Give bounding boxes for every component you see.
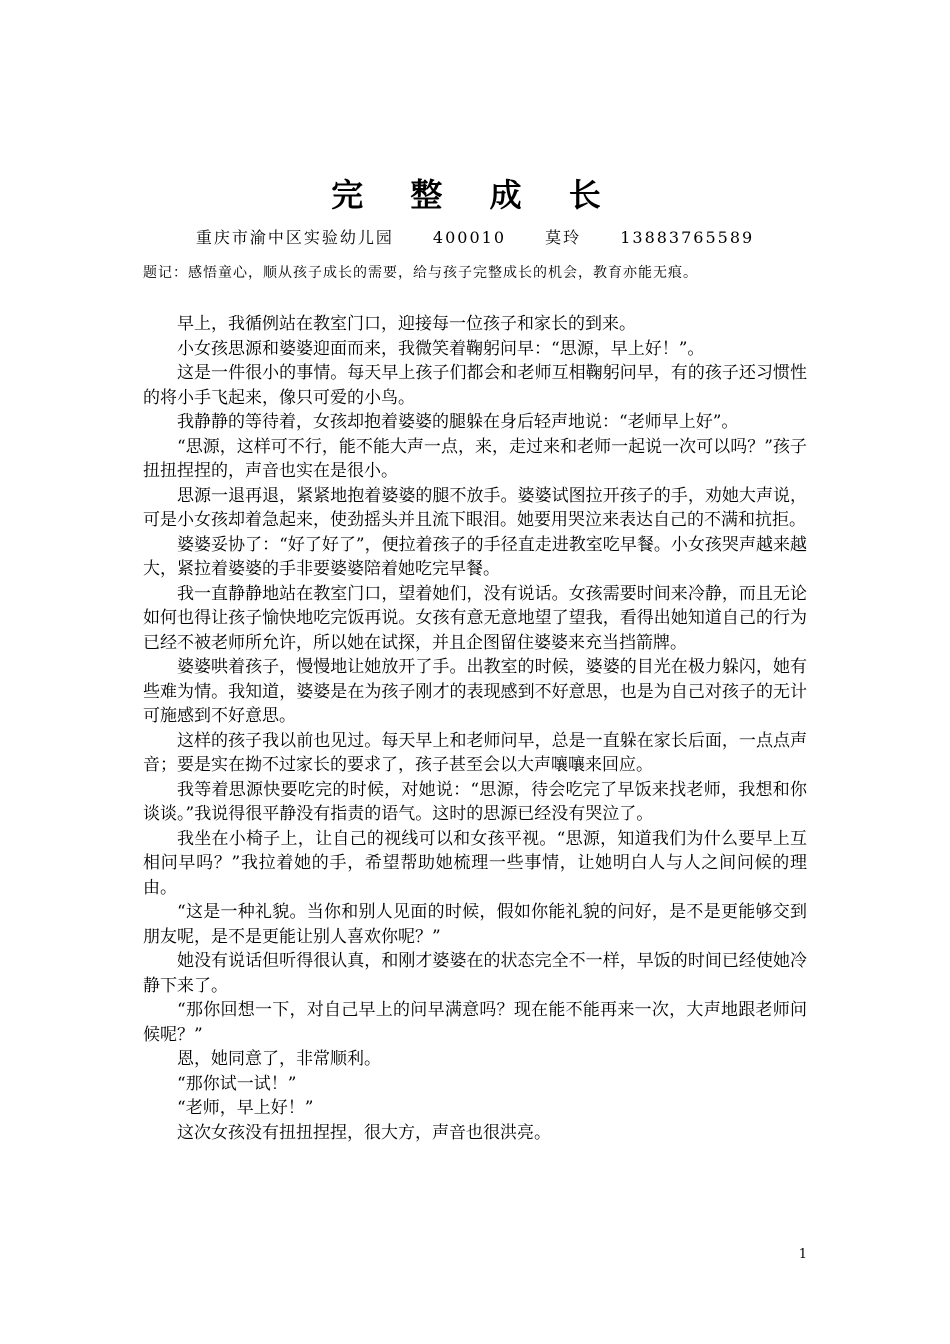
body-paragraph: 婆婆妥协了：“好了好了”，便拉着孩子的手径直走进教室吃早餐。小女孩哭声越来越大，紧拉着婆婆的手非要婆婆陪着她吃完早餐。 [143,534,807,579]
body-paragraph: 这样的孩子我以前也见过。每天早上和老师问早，总是一直躲在家长后面，一点点声音；要是实在拗不过家长的要求了，孩子甚至会以大声嚷嚷来回应。 [143,730,807,775]
body-paragraph: “那你试一试！” [177,1073,297,1094]
article-body [143,312,807,1145]
document-title: 完 整 成 长 [331,176,619,215]
body-paragraph: “思源，这样可不行，能不能大声一点，来，走过来和老师一起说一次可以吗？”孩子扭扭捏捏的，声音也实在是很小。 [143,436,807,481]
school-name: 重庆市渝中区实验幼儿园 [195,228,394,247]
body-paragraph: 恩，她同意了，非常顺利。 [177,1049,381,1069]
body-paragraph: 我等着思源快要吃完的时候，对她说：“思源，待会吃完了早饭来找老师，我想和你谈谈。”我说得很平静没有指责的语气。这时的思源已经没有哭泣了。 [143,779,807,824]
body-paragraph: 我一直静静地站在教室门口，望着她们，没有说话。女孩需要时间来冷静，而且无论如何也得让孩子愉快地吃完饭再说。女孩有意无意地望了望我，看得出她知道自己的行为已经不被老师所允许，所以她在试探，并且企图留住婆婆来充当挡箭牌。 [143,583,807,653]
body-paragraph: 这是一件很小的事情。每天早上孩子们都会和老师互相鞠躬问早，有的孩子还习惯性的将小手飞起来，像只可爱的小鸟。 [143,363,807,408]
page-number: 1 [798,1247,807,1262]
body-paragraph: 她没有说话但听得很认真，和刚才婆婆在的状态完全不一样，早饭的时间已经使她冷静下来了。 [143,951,807,996]
body-paragraph: 小女孩思源和婆婆迎面而来，我微笑着鞠躬问早：“思源，早上好！”。 [177,338,705,359]
author-byline [0,226,950,250]
body-paragraph: 早上，我循例站在教室门口，迎接每一位孩子和家长的到来。 [177,314,636,334]
epigraph: 题记：感悟童心，顺从孩子成长的需要，给与孩子完整成长的机会，教育亦能无痕。 [143,265,698,281]
phone-number: 13883765589 [620,228,755,247]
body-paragraph: 思源一退再退，紧紧地抱着婆婆的腿不放手。婆婆试图拉开孩子的手，劝她大声说，可是小女孩却着急起来，使劲摇头并且流下眼泪。她要用哭泣来表达自己的不满和抗拒。 [143,485,807,530]
author-name: 莫玲 [545,228,582,247]
body-paragraph: “老师，早上好！” [177,1098,314,1118]
body-paragraph: “那你回想一下，对自己早上的问早满意吗？现在能不能再来一次，大声地跟老师问候呢？” [143,1000,807,1045]
body-paragraph: 我坐在小椅子上，让自己的视线可以和女孩平视。“思源，知道我们为什么要早上互相问早吗？”我拉着她的手，希望帮助她梳理一些事情，让她明白人与人之间问候的理由。 [143,828,807,898]
body-paragraph: “这是一种礼貌。当你和别人见面的时候，假如你能礼貌的问好，是不是更能够交到朋友呢，是不是更能让别人喜欢你呢？” [143,902,807,947]
body-paragraph: 婆婆哄着孩子，慢慢地让她放开了手。出教室的时候，婆婆的目光在极力躲闪，她有些难为情。我知道，婆婆是在为孩子刚才的表现感到不好意思，也是为自己对孩子的无计可施感到不好意思。 [143,657,807,726]
body-paragraph: 这次女孩没有扭扭捏捏，很大方，声音也很洪亮。 [177,1122,551,1143]
body-paragraph: 我静静的等待着，女孩却抱着婆婆的腿躲在身后轻声地说：“老师早上好”。 [177,412,739,432]
postal-code: 400010 [432,228,506,247]
